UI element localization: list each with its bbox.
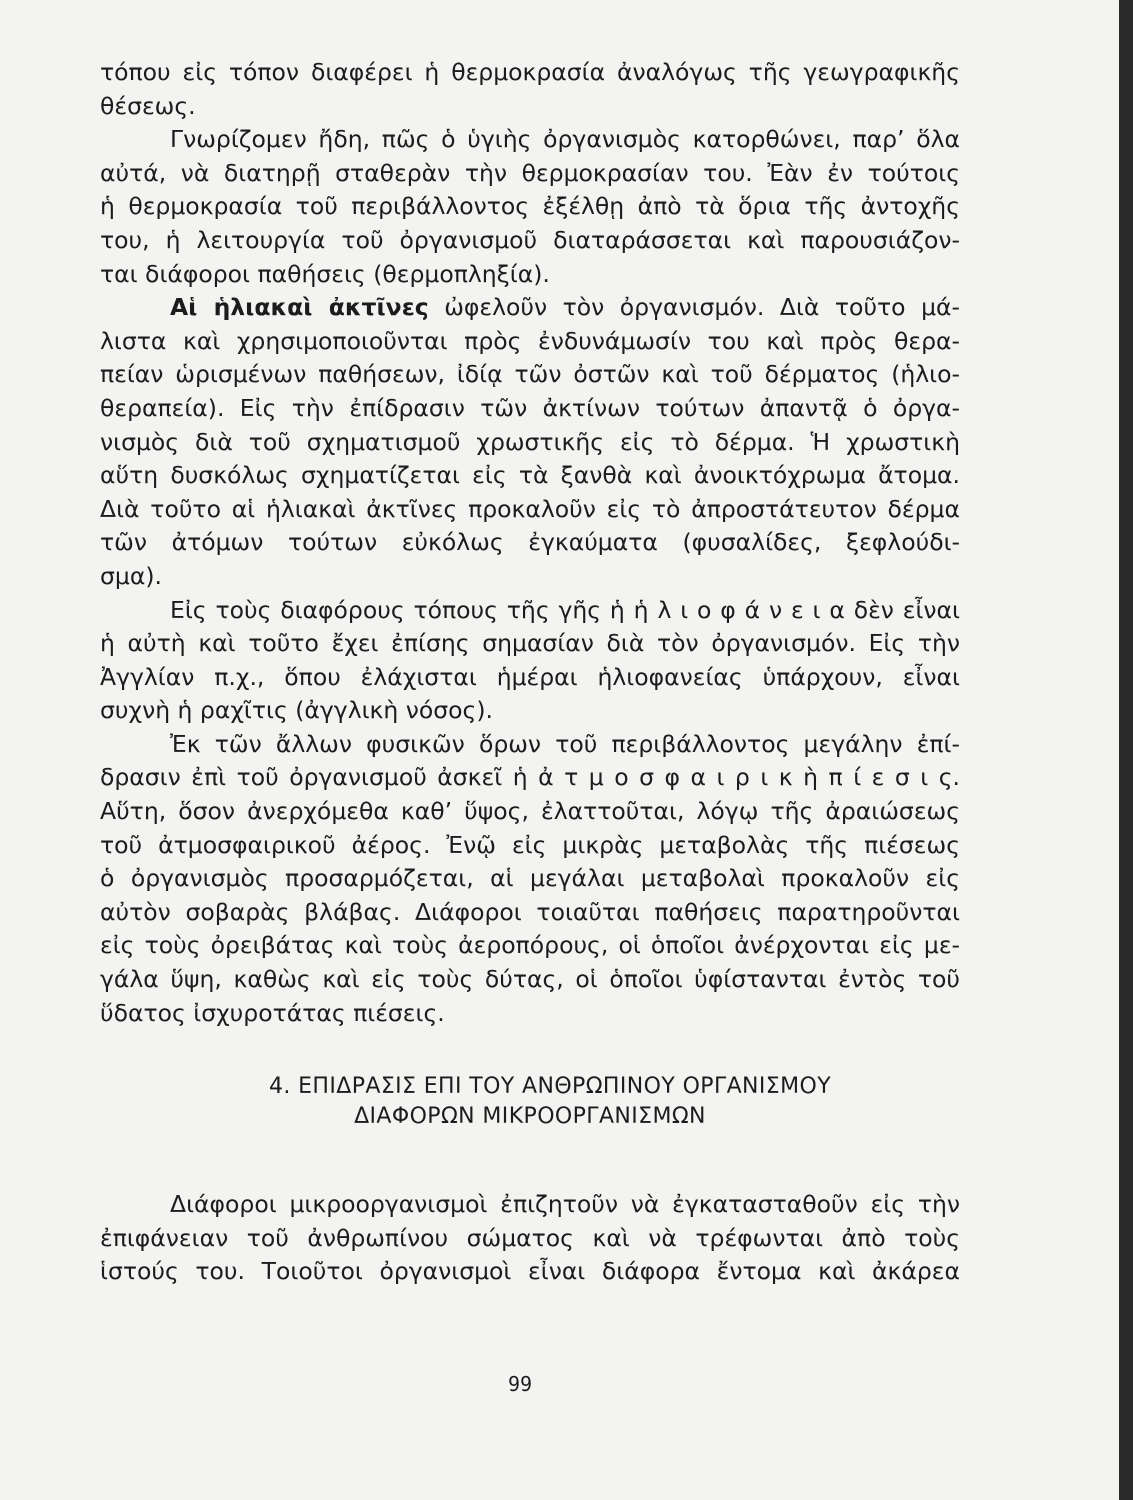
- page-body: [100, 56, 960, 1289]
- paragraph-5: [100, 728, 960, 1030]
- text-line: Ἐκ τῶν ἄλλων φυσικῶν ὅρων τοῦ περιβάλλοντος μεγάλην ἐπί-: [170, 729, 960, 758]
- section-heading-line: ΔΙΑΦΟΡΩΝ ΜΙΚΡΟΟΡΓΑΝΙΣΜΩΝ: [354, 1104, 706, 1130]
- text-line: ἱστούς του. Τοιοῦτοι ὀργανισμοὶ εἶναι διάφορα ἔντομα καὶ ἀκάρεα: [100, 1257, 960, 1286]
- text-line: λιστα καὶ χρησιμοποιοῦνται πρὸς ἐνδυνάμωσίν του καὶ πρὸς θερα-: [100, 326, 960, 355]
- text-line: ὁ ὀργανισμὸς προσαρμόζεται, αἱ μεγάλαι μεταβολαὶ προκαλοῦν εἰς: [100, 864, 960, 893]
- text-line: θέσεως.: [100, 91, 196, 120]
- text-line: συχνὴ ἡ ραχῖτις (ἀγγλικὴ νόσος).: [100, 696, 493, 725]
- section-heading-line: 4. ΕΠΙΔΡΑΣΙΣ ΕΠΙ ΤΟΥ ΑΝΘΡΩΠΙΝΟΥ ΟΡΓΑΝΙΣΜΟΥ: [268, 1074, 832, 1100]
- paragraph-6: [100, 1188, 960, 1289]
- paragraph-1: [100, 56, 960, 123]
- text-line: τόπου εἰς τόπον διαφέρει ἡ θερμοκρασία ἀναλόγως τῆς γεωγραφικῆς: [100, 58, 960, 86]
- text-line: δρασιν ἐπὶ τοῦ ὀργανισμοῦ ἀσκεῖ ἡ ἀ τ μ ο σ φ α ι ρ ι κ ὴ π ί ε σ ι ς.: [100, 763, 960, 792]
- bold-term: Αἱ ἡλιακαὶ ἀκτῖνες: [170, 293, 429, 322]
- scan-edge-bar: [1119, 0, 1133, 1500]
- text-line: [100, 291, 960, 325]
- text-line: του, ἡ λειτουργία τοῦ ὀργανισμοῦ διαταράσσεται καὶ παρουσιάζον-: [100, 225, 960, 254]
- text-line: θεραπεία). Εἰς τὴν ἐπίδρασιν τῶν ἀκτίνων τούτων ἀπαντᾷ ὁ ὀργα-: [100, 393, 960, 422]
- text-line: Γνωρίζομεν ἤδη, πῶς ὁ ὑγιὴς ὀργανισμὸς κατορθώνει, παρ’ ὅλα: [170, 125, 960, 154]
- text-line: Εἰς τοὺς διαφόρους τόπους τῆς γῆς ἡ ἡ λ ι ο φ ά ν ε ι α δὲν εἶναι: [170, 595, 960, 624]
- text-line: ται διάφοροι παθήσεις (θερμοπληξία).: [100, 259, 550, 288]
- text-line: ἡ αὐτὴ καὶ τοῦτο ἔχει ἐπίσης σημασίαν διὰ τὸν ὀργανισμόν. Εἰς τὴν: [100, 629, 960, 658]
- page-number: 99: [507, 1372, 533, 1396]
- text-line: Διὰ τοῦτο αἱ ἡλιακαὶ ἀκτῖνες προκαλοῦν εἰς τὸ ἀπροστάτευτον δέρμα: [100, 494, 960, 523]
- text-line: νισμὸς διὰ τοῦ σχηματισμοῦ χρωστικῆς εἰς τὸ δέρμα. Ἡ χρωστικὴ: [100, 427, 960, 456]
- paragraph-4: [100, 594, 960, 728]
- text-line: τοῦ ἀτμοσφαιρικοῦ ἀέρος. Ἐνῷ εἰς μικρὰς μεταβολὰς τῆς πιέσεως: [100, 830, 960, 859]
- text-line: Διάφοροι μικροοργανισμοὶ ἐπιζητοῦν νὰ ἐγκατασταθοῦν εἰς τὴν: [170, 1190, 960, 1219]
- text-line: ὕδατος ἰσχυροτάτας πιέσεις.: [100, 998, 445, 1027]
- text-line: εἰς τοὺς ὀρειβάτας καὶ τοὺς ἀεροπόρους, οἱ ὁποῖοι ἀνέρχονται εἰς με-: [100, 931, 960, 960]
- text-run: ὠφελοῦν τὸν ὀργανισμόν. Διὰ τοῦτο μά-: [428, 293, 960, 322]
- text-line: σμα).: [100, 561, 162, 590]
- text-line: αὐτὸν σοβαρὰς βλάβας. Διάφοροι τοιαῦται παθήσεις παρατηροῦνται: [100, 897, 960, 926]
- text-line: αὕτη δυσκόλως σχηματίζεται εἰς τὰ ξανθὰ καὶ ἀνοικτόχρωμα ἄτομα.: [100, 461, 960, 490]
- text-line: ἐπιφάνειαν τοῦ ἀνθρωπίνου σώματος καὶ νὰ τρέφωνται ἀπὸ τοὺς: [100, 1223, 960, 1252]
- text-line: Ἀγγλίαν π.χ., ὅπου ἐλάχισται ἡμέραι ἡλιοφανείας ὑπάρχουν, εἶναι: [100, 662, 960, 691]
- text-line: πείαν ὡρισμένων παθήσεων, ἰδίᾳ τῶν ὀστῶν καὶ τοῦ δέρματος (ἡλιο-: [100, 360, 960, 389]
- text-line: ἡ θερμοκρασία τοῦ περιβάλλοντος ἐξέλθῃ ἀπὸ τὰ ὅρια τῆς ἀντοχῆς: [100, 192, 960, 221]
- text-line: τῶν ἀτόμων τούτων εὐκόλως ἐγκαύματα (φυσαλίδες, ξεφλούδι-: [100, 528, 960, 557]
- text-line: γάλα ὕψη, καθὼς καὶ εἰς τοὺς δύτας, οἱ ὁποῖοι ὑφίστανται ἐντὸς τοῦ: [100, 965, 960, 994]
- section-heading: [100, 1072, 960, 1132]
- paragraph-2: [100, 123, 960, 291]
- text-line: Αὕτη, ὅσον ἀνερχόμεθα καθ’ ὕψος, ἐλαττοῦται, λόγῳ τῆς ἀραιώσεως: [100, 797, 960, 826]
- paragraph-3: [100, 291, 960, 593]
- text-line: αὐτά, νὰ διατηρῇ σταθερὰν τὴν θερμοκρασίαν του. Ἐὰν ἐν τούτοις: [100, 158, 960, 187]
